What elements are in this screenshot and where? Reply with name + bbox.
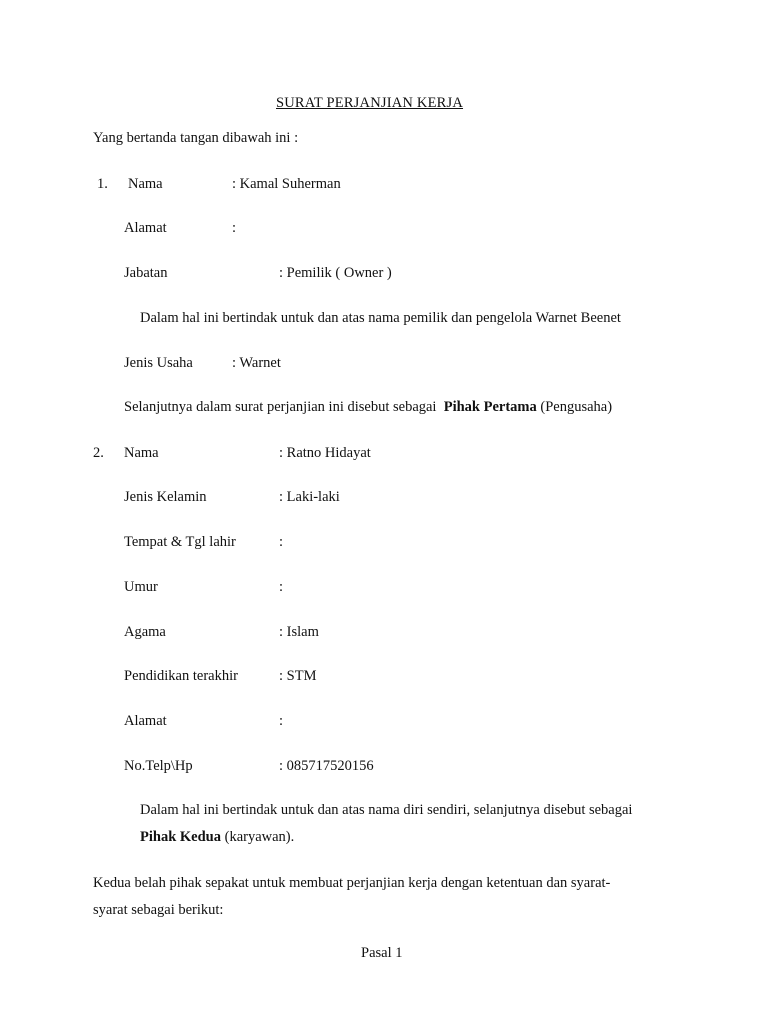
pihak2-field-value: : Laki-laki [279, 489, 340, 505]
agreement-line2: syarat sebagai berikut: [93, 902, 224, 918]
pihak2-field-value: : [279, 534, 284, 550]
pihak2-field-label: Agama [124, 624, 166, 640]
pihak2-field-value: : Ratno Hidayat [279, 445, 371, 461]
pihak2-statement-suffix: (karyawan). [224, 829, 295, 845]
pihak1-alamat-value: : [232, 220, 237, 236]
pihak1-usaha-label: Jenis Usaha [124, 355, 193, 371]
pihak1-nama-label: Nama [128, 176, 163, 192]
pihak2-number: 2. [93, 445, 104, 461]
pihak1-number: 1. [97, 176, 108, 192]
pihak1-alamat-label: Alamat [124, 220, 167, 236]
pihak2-field-value: : [279, 713, 284, 729]
pihak1-designation-prefix: Selanjutnya dalam surat perjanjian ini disebut sebagai [124, 399, 437, 415]
pihak1-designation [124, 398, 612, 416]
pihak2-statement-line1: Dalam hal ini bertindak untuk dan atas nama diri sendiri, selanjutnya disebut sebagai [140, 802, 633, 818]
document-title: SURAT PERJANJIAN KERJA [276, 95, 464, 111]
pihak1-jabatan-label: Jabatan [124, 265, 168, 281]
pihak1-jabatan-value: : Pemilik ( Owner ) [279, 265, 392, 281]
pasal-heading: Pasal 1 [361, 945, 403, 961]
pihak1-nama-value: : Kamal Suherman [232, 176, 341, 192]
agreement-line1: Kedua belah pihak sepakat untuk membuat perjanjian kerja dengan ketentuan dan syarat- [93, 875, 611, 891]
pihak1-designation-bold: Pihak Pertama [443, 399, 537, 415]
pihak2-field-value: : 085717520156 [279, 758, 374, 774]
pihak2-field-label: Umur [124, 579, 158, 595]
pihak2-statement-bold: Pihak Kedua [140, 829, 221, 845]
pihak2-field-label: No.Telp\Hp [124, 758, 193, 774]
pihak1-statement: Dalam hal ini bertindak untuk dan atas nama pemilik dan pengelola Warnet Beenet [140, 310, 621, 326]
pihak2-field-value: : STM [279, 668, 317, 684]
pihak2-field-label: Tempat & Tgl lahir [124, 534, 236, 550]
pihak2-field-label: Pendidikan terakhir [124, 668, 238, 684]
pihak2-field-value: : [279, 579, 284, 595]
pihak2-field-label: Jenis Kelamin [124, 489, 207, 505]
pihak1-usaha-value: : Warnet [232, 355, 281, 371]
pihak2-field-label: Nama [124, 445, 159, 461]
pihak2-field-label: Alamat [124, 713, 167, 729]
pihak2-statement-line2 [140, 828, 294, 846]
intro-text: Yang bertanda tangan dibawah ini : [93, 130, 299, 146]
pihak2-field-value: : Islam [279, 624, 319, 640]
pihak1-designation-suffix: (Pengusaha) [540, 399, 613, 415]
